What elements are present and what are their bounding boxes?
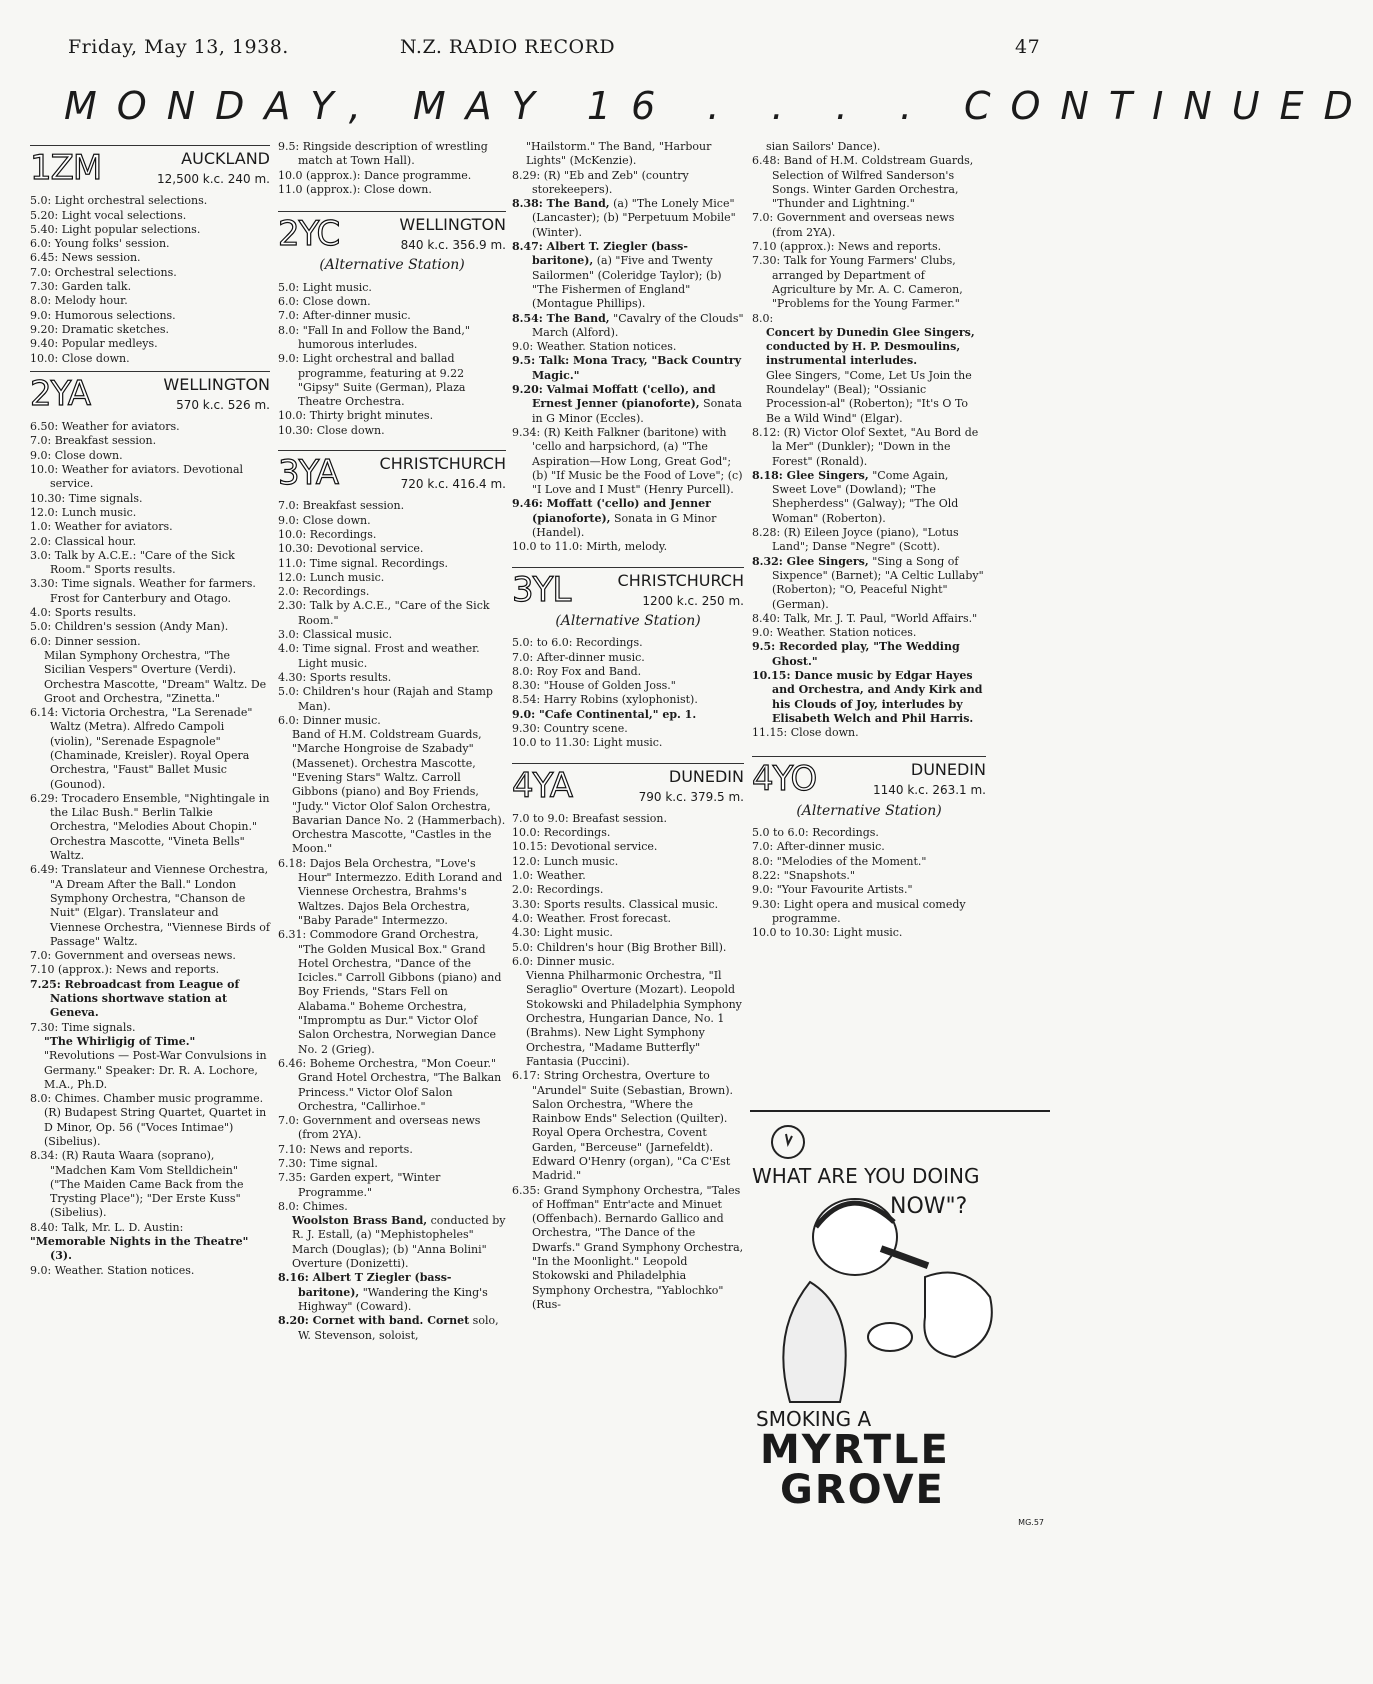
list-item: 8.40: Talk, Mr. J. T. Paul, "World Affairs."	[752, 611, 978, 625]
list-item: 12.0: Lunch music.	[512, 854, 619, 868]
list-item: 6.35: Grand Symphony Orchestra, "Tales of Hoffman" Entr'acte and Minuet (Offenbach). Bernardo Gallico and Orchestra, "The Dance of the Dwarfs." Grand Symphony Orchestra, "In the Moonlight." Leopold Stokowski and Philadelphia Symphony Orchestra, "Yablochko" (Rus-	[512, 1183, 744, 1311]
program-detail: (a) "The Lonely Mice" (Lancaster); (b) "Perpetuum Mobile" (Winter).	[532, 197, 736, 239]
list-item: 7.0: Breakfast session.	[278, 499, 405, 513]
list-item: 10.0: Thirty bright minutes.	[278, 409, 434, 423]
list-item: 6.46: Boheme Orchestra, "Mon Coeur." Grand Hotel Orchestra, "The Balkan Princess." Victor Olof Salon Orchestra, "Callirhoe."	[278, 1056, 502, 1113]
station-freq: 570 k.c. 526 m.	[176, 397, 270, 412]
list-item: 10.0 to 11.30: Light music.	[512, 736, 663, 750]
brand-line-2: GROVE	[780, 1467, 945, 1513]
performer: 8.47: Albert T. Ziegler (bass-baritone),	[512, 240, 688, 268]
list-item	[752, 555, 986, 612]
performer: 8.32: Glee Singers,	[752, 554, 869, 568]
program-detail: "Sing a Song of Sixpence" (Barnet); "A Celtic Lullaby" (Roberton); "O, Peaceful Night" (German).	[772, 554, 984, 611]
list-item	[512, 383, 744, 426]
list-item: 4.0: Weather. Frost forecast.	[512, 911, 672, 925]
list-item: 6.0: Young folks' session.	[30, 237, 170, 251]
performer: 8.20: Cornet with band. Cornet	[278, 1314, 470, 1328]
list-item: sian Sailors' Dance).	[766, 140, 881, 153]
list-item: 1.0: Weather for aviators.	[30, 520, 173, 534]
list-item: 11.0: Time signal. Recordings.	[278, 556, 449, 570]
program-detail: Sonata in G Minor (Handel).	[532, 511, 717, 540]
ad-question: WHAT ARE YOU DOING	[752, 1164, 980, 1188]
station-city: CHRISTCHURCH	[379, 454, 506, 474]
list-item: 6.50: Weather for aviators.	[30, 420, 180, 434]
performer: 8.18: Glee Singers,	[752, 468, 869, 482]
list-item: 4.0: Sports results.	[30, 606, 137, 620]
station-city: CHRISTCHURCH	[617, 570, 744, 590]
program-detail: solo, W. Stevenson, soloist,	[298, 1314, 499, 1342]
list-item: 10.0: Recordings.	[278, 527, 377, 541]
station-freq: 1140 k.c. 263.1 m.	[872, 783, 986, 798]
program-detail: "Come Again, Sweet Love" (Dowland); "The Shepherdess" (Galway); "The Old Woman" (Roberton).	[772, 468, 959, 525]
list-item: 10.0 (approx.): Dance programme.	[278, 168, 472, 182]
list-item: 9.5: Ringside description of wrestling match at Town Hall).	[278, 140, 488, 168]
list-item: "Hailstorm." The Band, "Harbour Lights" (McKenzie).	[526, 140, 712, 168]
ad-smoking: SMOKING A	[756, 1407, 872, 1431]
list-item: 8.28: (R) Eileen Joyce (piano), "Lotus Land"; Danse "Negre" (Scott).	[752, 526, 959, 554]
list-item: 6.45: News session.	[30, 251, 141, 265]
list-item: 9.0: Light orchestral and ballad programme, featuring at 9.22 "Gipsy" Suite (German), Plaza Theatre Orchestra.	[278, 352, 466, 409]
list-item: (R) Budapest String Quartet, Quartet in D Minor, Op. 56 ("Voces Intimae") (Sibelius).	[44, 1106, 267, 1148]
program-detail: conducted by R. J. Estall, (a) "Mephistopheles" March (Douglas); (b) "Anna Bolini" Overture (Donizetti).	[292, 1214, 506, 1271]
list-item: 6.31: Commodore Grand Orchestra, "The Golden Musical Box." Grand Hotel Orchestra, "Dance of the Icicles." Carroll Gibbons (piano) and Boy Friends, "Stars Fell on Alabama." Boheme Orchestra, "Impromptu as Dur." Victor Olof Salon Orchestra, Norwegian Dance No. 2 (Grieg).	[278, 928, 502, 1056]
list-item: 9.20: Dramatic sketches.	[30, 322, 170, 336]
list-item: 8.0:	[752, 311, 774, 325]
performer: Woolston Brass Band,	[292, 1214, 428, 1228]
list-item: 9.0: Humorous selections.	[30, 308, 176, 322]
list-item: 4.30: Light music.	[512, 926, 613, 940]
list-item: 9.0: Weather. Station notices.	[512, 340, 677, 354]
station-city: DUNEDIN	[668, 766, 744, 786]
list-item: 7.30: Time signals.	[30, 1020, 136, 1034]
list-item: 9.34: (R) Keith Falkner (baritone) with 'cello and harpsichord, (a) "The Aspiration—How Long, Great God"; (b) "If Music be the Food of Love"; (c) "I Love and I Must" (Henry Purcell).	[512, 425, 743, 497]
list-item: 9.30: Light opera and musical comedy programme.	[752, 897, 966, 925]
list-item: 7.0: After-dinner music.	[512, 650, 645, 664]
brand-line-1: MYRTLE	[760, 1427, 950, 1473]
column-1	[30, 140, 270, 1278]
smoking-man-illustration	[750, 1112, 1050, 1412]
list-item: Band of H.M. Coldstream Guards, "Marche Hongroise de Szabady" (Massenet). Orchestra Mascotte, "Evening Stars" Waltz. Carroll Gibbons (piano) and Boy Friends, "Judy." Victor Olof Salon Orchestra, Bavarian Dance No. 2 (Hammerbach). Orchestra Mascotte, "Castles in the Moon."	[292, 728, 506, 856]
station-header-1zm	[30, 145, 270, 186]
list-item: 5.0: Children's hour (Rajah and Stamp Man).	[278, 685, 493, 713]
list-item: 7.35: Garden expert, "Winter Programme."	[278, 1171, 441, 1199]
list-item: 6.29: Trocadero Ensemble, "Nightingale in the Lilac Bush." Berlin Talkie Orchestra, "Melodies About Chopin." Orchestra Mascotte, "Vineta Bells" Waltz.	[30, 791, 270, 863]
list-item: 9.0: Close down.	[30, 448, 123, 462]
list-item: 2.0: Recordings.	[512, 883, 604, 897]
page-banner: MONDAY, MAY 16 . . . . CONTINUED	[64, 84, 1373, 128]
station-city: DUNEDIN	[910, 760, 986, 780]
list-item: 7.0: After-dinner music.	[752, 840, 885, 854]
list-item: 5.20: Light vocal selections.	[30, 208, 187, 222]
station-call: 4YO	[752, 759, 817, 800]
list-item: 10.30: Devotional service.	[278, 542, 424, 556]
alternative-station-label: (Alternative Station)	[319, 257, 465, 274]
brand-logo	[760, 1427, 950, 1513]
list-item: 5.0: Children's session (Andy Man).	[30, 620, 229, 634]
list-item: 10.0 to 11.0: Mirth, melody.	[512, 540, 668, 554]
list-item: 6.0: Close down.	[278, 295, 371, 309]
ad-now: NOW"?	[890, 1194, 968, 1219]
performer: 8.38: The Band,	[512, 197, 610, 211]
station-header-2ya	[30, 371, 270, 412]
list-item: 10.0: Close down.	[30, 351, 130, 365]
man-hand	[868, 1323, 912, 1351]
station-header-4ya	[512, 763, 744, 804]
list-item: 6.49: Translateur and Viennese Orchestra, "A Dream After the Ball." London Symphony Orchestra, "Chanson de Nuit" (Elgar). Translateur and Viennese Orchestra, "Viennese Birds of Passage" Waltz.	[30, 863, 270, 948]
list-item	[512, 497, 744, 540]
alternative-station-label: (Alternative Station)	[555, 612, 701, 629]
myrtle-grove-advertisement	[750, 1110, 1050, 1532]
list-item: 9.5: Talk: Mona Tracy, "Back Country Magic."	[512, 354, 742, 382]
list-item: 3.0: Classical music.	[278, 628, 393, 642]
list-item: 9.0: "Cafe Continental," ep. 1.	[512, 707, 697, 721]
station-header-3yl	[512, 567, 744, 608]
column-3	[512, 140, 744, 1312]
station-header-3ya	[278, 450, 506, 494]
station-city: AUCKLAND	[181, 149, 270, 168]
station-call: 3YA	[278, 453, 339, 494]
list-item: 8.0: "Fall In and Follow the Band," humorous interludes.	[278, 323, 470, 351]
program-title: Concert by Dunedin Glee Singers, conducted by H. P. Desmoulins, instrumental interludes.	[766, 325, 975, 368]
list-item: 9.5: Recorded play, "The Wedding Ghost."	[752, 640, 960, 668]
list-item: 5.0: Children's hour (Big Brother Bill).	[512, 940, 727, 954]
list-item: 9.0: "Your Favourite Artists."	[752, 883, 913, 897]
list-item: 7.0: Government and overseas news (from 2YA).	[752, 211, 955, 239]
performer: 9.46: Moffatt ('cello) and Jenner (pianoforte),	[512, 497, 711, 525]
list-item: 8.0: Melody hour.	[30, 294, 128, 308]
list-item: 11.15: Close down.	[752, 726, 859, 740]
list-item: 1.0: Weather.	[512, 869, 586, 883]
program-detail: "Cavalry of the Clouds" March (Alford).	[532, 311, 744, 339]
list-item: 5.0: Light music.	[278, 280, 372, 294]
list-item: Glee Singers, "Come, Let Us Join the Roundelay" (Beal); "Ossianic Procession-al" (Roberton); "It's O To Be a Wild Wind" (Elgar).	[766, 368, 972, 425]
list-item: 3.30: Sports results. Classical music.	[512, 897, 719, 911]
list-item: 10.30: Time signals.	[30, 491, 143, 505]
list-item: 9.0: Close down.	[278, 513, 371, 527]
list-item: 12.0: Lunch music.	[30, 505, 137, 519]
header-title: N.Z. RADIO RECORD	[400, 36, 616, 58]
list-item: 6.48: Band of H.M. Coldstream Guards, Selection of Wilfred Sanderson's Songs. Winter Garden Orchestra, "Thunder and Lightning."	[752, 154, 974, 211]
list-item: 5.0: to 6.0: Recordings.	[512, 636, 643, 650]
list-item: 8.0: "Melodies of the Moment."	[752, 854, 927, 868]
bubble-mark	[786, 1134, 792, 1144]
list-item: 10.15: Dance music by Edgar Hayes and Orchestra, and Andy Kirk and his Clouds of Joy, interludes by Elisabeth Welch and Phil Harris.	[752, 668, 983, 725]
list-item: 7.0: Government and overseas news (from 2YA).	[278, 1114, 481, 1142]
list-item	[512, 240, 744, 311]
list-item: 2.0: Classical hour.	[30, 534, 137, 548]
list-item: 7.0: Government and overseas news.	[30, 949, 236, 963]
list-item: 7.30: Time signal.	[278, 1157, 378, 1170]
list-item: 7.10: News and reports.	[278, 1142, 413, 1156]
list-item: 10.0 to 10.30: Light music.	[752, 926, 903, 940]
list-item: 7.25: Rebroadcast from League of Nations shortwave station at Geneva.	[30, 977, 240, 1020]
list-item: Vienna Philharmonic Orchestra, "Il Seraglio" Overture (Mozart). Leopold Stokowski and Philadelphia Symphony Orchestra, Hungarian Dance, No. 1 (Brahms). New Light Symphony Orchestra, "Madame Butterfly" Fantasia (Puccini).	[526, 969, 742, 1068]
list-item: 9.0: Weather. Station notices.	[30, 1263, 195, 1277]
station-freq: 1200 k.c. 250 m.	[642, 593, 744, 608]
list-item	[278, 1214, 506, 1271]
station-freq: 12,500 k.c. 240 m.	[156, 172, 270, 186]
list-item: 9.0: Weather. Station notices.	[752, 626, 917, 640]
station-freq: 840 k.c. 356.9 m.	[400, 238, 506, 253]
station-freq: 720 k.c. 416.4 m.	[400, 477, 506, 492]
list-item: 2.30: Talk by A.C.E., "Care of the Sick Room."	[278, 599, 490, 627]
man-head	[813, 1199, 897, 1275]
list-item: 3.30: Time signals. Weather for farmers. Frost for Canterbury and Otago.	[30, 577, 256, 605]
list-item: 6.17: String Orchestra, Overture to "Arundel" Suite (Sebastian, Brown). Salon Orchestra, "Where the Rainbow Ends" Selection (Quilter). Royal Opera Orchestra, Covent Garden, "Berceuse" (Jarnefeldt). Edward O'Henry (organ), "Ca C'Est Madrid."	[512, 1069, 734, 1183]
list-item: 8.54: Harry Robins (xylophonist).	[512, 693, 698, 707]
page-number: 47	[1015, 36, 1041, 58]
list-item: 4.30: Sports results.	[278, 670, 392, 684]
station-freq: 790 k.c. 379.5 m.	[638, 789, 744, 804]
list-item: 7.0: After-dinner music.	[278, 309, 411, 323]
list-item: 6.0: Dinner session.	[30, 634, 141, 648]
list-item: 6.0: Dinner music.	[512, 954, 615, 968]
smoker-face	[924, 1273, 991, 1358]
list-item: 9.30: Country scene.	[512, 721, 628, 735]
program-detail: (a) "Five and Twenty Sailormen" (Coleridge Taylor); (b) "The Fishermen of England" (Montague Phillips).	[532, 254, 722, 311]
station-header-2yc	[278, 211, 506, 255]
list-item: 6.14: Victoria Orchestra, "La Serenade" Waltz (Metra). Alfredo Campoli (violin), "Serenade Espagnole" (Chaminade, Kreisler). Royal Opera Orchestra, "Faust" Ballet Music (Gounod).	[30, 706, 253, 791]
list-item: 8.0: Roy Fox and Band.	[512, 664, 642, 678]
list-item	[278, 1271, 506, 1314]
performer: 8.54: The Band,	[512, 311, 610, 325]
list-item: 5.0: Light orchestral selections.	[30, 194, 208, 208]
list-item: "Revolutions — Post-War Convulsions in Germany." Speaker: Dr. R. A. Lochore, M.A., Ph.D.	[44, 1049, 267, 1091]
performer: 8.16: Albert T Ziegler (bass-baritone),	[278, 1271, 452, 1299]
station-call: 1ZM	[30, 148, 102, 188]
list-item: 10.0: Recordings.	[512, 826, 611, 840]
station-city: WELLINGTON	[399, 215, 506, 235]
list-item: 8.34: (R) Rauta Waara (soprano), "Madchen Kam Vom Stelldichein" ("The Maiden Came Back from the Trysting Place"); "Der Erste Kuss" (Sibelius).	[30, 1149, 244, 1220]
list-item: 7.0: Breakfast session.	[30, 434, 157, 448]
list-item: 8.40: Talk, Mr. L. D. Austin:	[30, 1220, 184, 1234]
station-call: 2YA	[30, 373, 91, 414]
program-detail: Sonata in G Minor (Eccles).	[532, 397, 742, 425]
list-item: 11.0 (approx.): Close down.	[278, 182, 432, 196]
list-item: 10.30: Close down.	[278, 423, 385, 437]
list-item: 10.15: Devotional service.	[512, 840, 658, 854]
performer: 9.20: Valmai Moffatt ('cello), and Ernest Jenner (pianoforte),	[512, 383, 716, 411]
column-2	[278, 140, 506, 1343]
station-call: 4YA	[512, 765, 573, 806]
list-item: 7.0 to 9.0: Breafast session.	[512, 811, 667, 825]
list-item: 8.0: Chimes. Chamber music programme.	[30, 1092, 264, 1106]
station-header-4yo	[752, 756, 986, 800]
list-item: Milan Symphony Orchestra, "The Sicilian Vespers" Overture (Verdi). Orchestra Mascotte, "Dream" Waltz. De Groot and Orchestra, "Zinetta."	[44, 648, 267, 705]
list-item: 8.29: (R) "Eb and Zeb" (country storekeepers).	[512, 168, 689, 196]
list-item: 7.0: Orchestral selections.	[30, 265, 177, 279]
program-detail: "Wandering the King's Highway" (Coward).	[298, 1285, 488, 1313]
list-item: 8.0: Chimes.	[278, 1199, 348, 1213]
list-item: 5.0 to 6.0: Recordings.	[752, 826, 879, 840]
list-item: 8.12: (R) Victor Olof Sextet, "Au Bord de la Mer" (Dunkler); "Down in the Forest" (Ronald).	[752, 425, 979, 468]
list-item: 7.30: Talk for Young Farmers' Clubs, arranged by Department of Agriculture by Mr. A. C. Cameron, "Problems for the Young Farmer."	[752, 254, 963, 311]
alternative-station-label: (Alternative Station)	[796, 802, 942, 819]
list-item	[752, 469, 986, 526]
list-item	[278, 1314, 506, 1343]
list-item: 7.30: Garden talk.	[30, 280, 132, 294]
list-item: 6.0: Dinner music.	[278, 713, 381, 727]
list-item: 6.18: Dajos Bela Orchestra, "Love's Hour" Intermezzo. Edith Lorand and Viennese Orchestra, Brahms's Waltzes. Dajos Bela Orchestra, "Baby Parade" Intermezzo.	[278, 856, 503, 927]
man-body	[783, 1282, 845, 1402]
station-city: WELLINGTON	[163, 374, 270, 394]
column-4	[752, 140, 986, 940]
list-item: 2.0: Recordings.	[278, 585, 370, 599]
station-call: 2YC	[278, 214, 340, 255]
list-item: "Memorable Nights in the Theatre" (3).	[30, 1235, 249, 1263]
list-item: 8.30: "House of Golden Joss."	[512, 679, 676, 693]
list-item: 5.40: Light popular selections.	[30, 222, 201, 236]
header-date: Friday, May 13, 1938.	[68, 36, 289, 58]
list-item: 4.0: Time signal. Frost and weather. Light music.	[278, 642, 480, 670]
list-item: 3.0: Talk by A.C.E.: "Care of the Sick Room." Sports results.	[30, 548, 235, 577]
ad-code: MG.57	[1018, 1518, 1044, 1527]
list-item	[512, 197, 744, 240]
list-item	[512, 312, 744, 341]
list-item: 9.40: Popular medleys.	[30, 337, 158, 351]
list-item: 7.10 (approx.): News and reports.	[752, 240, 942, 254]
program-title: "The Whirligig of Time."	[44, 1034, 196, 1048]
station-call: 3YL	[512, 569, 571, 610]
list-item: 7.10 (approx.): News and reports.	[30, 963, 220, 977]
list-item: 8.22: "Snapshots."	[752, 868, 855, 882]
list-item: 10.0: Weather for aviators. Devotional service.	[30, 463, 244, 491]
list-item: 12.0: Lunch music.	[278, 570, 385, 584]
